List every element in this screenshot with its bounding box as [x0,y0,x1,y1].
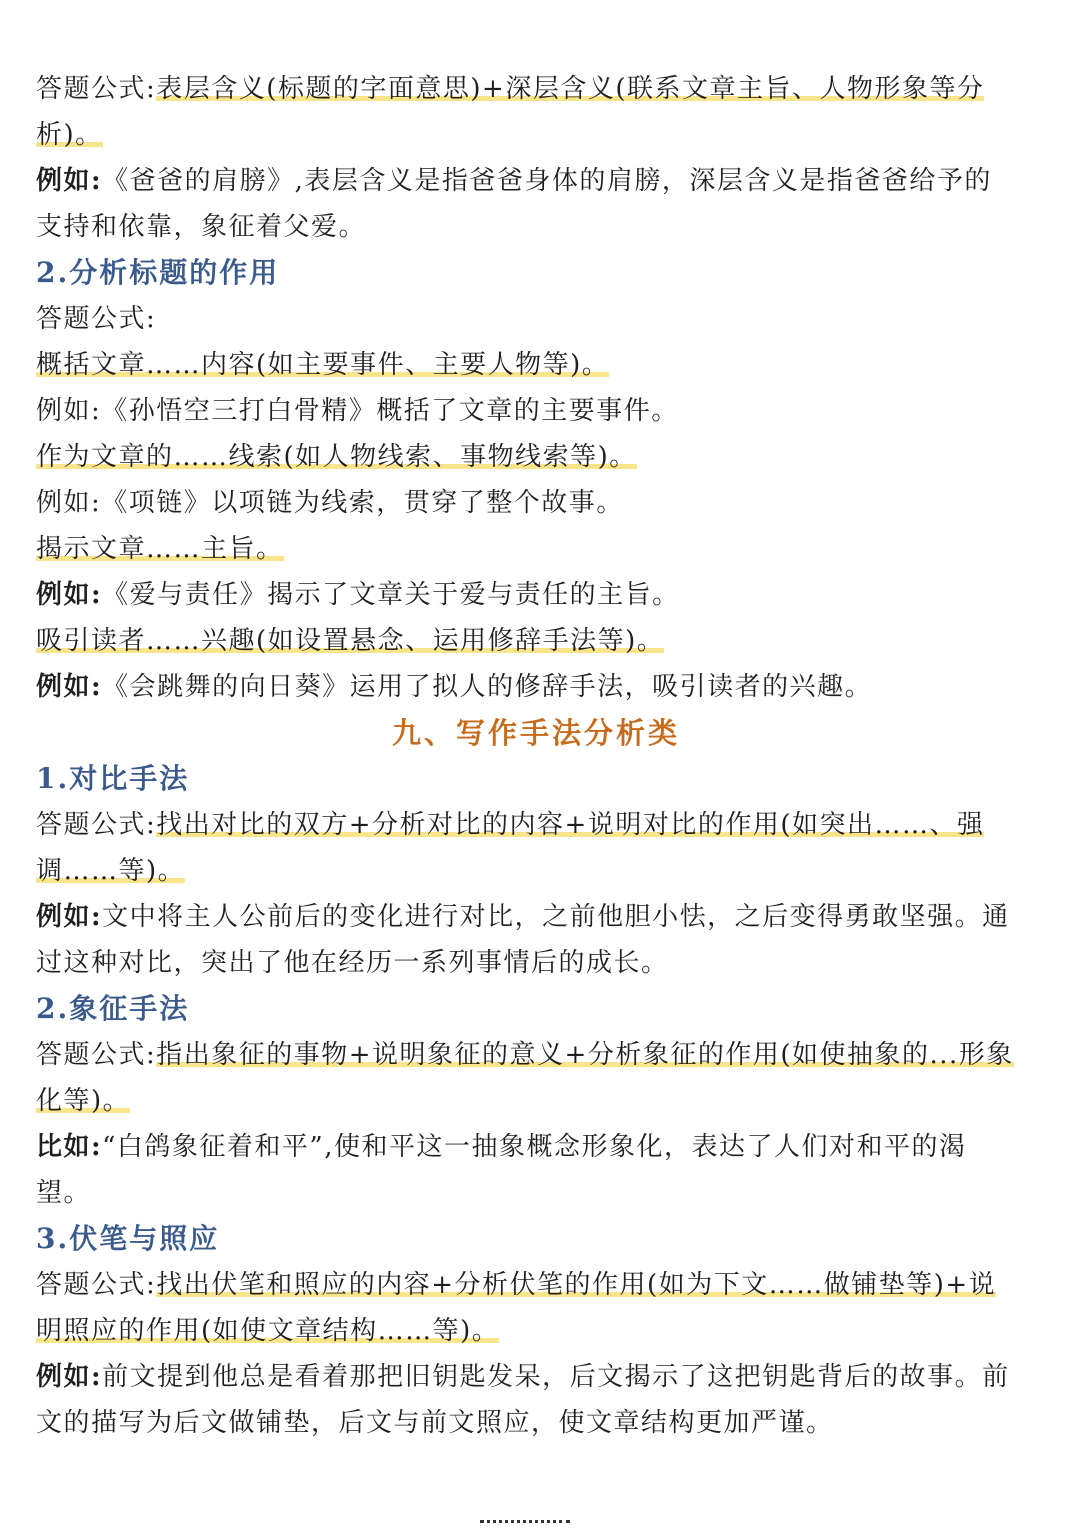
highlighted-text: 找出伏笔和照应的内容+分析伏笔的作用(如为下文……做铺垫等)+说 [156,1270,997,1300]
label: 答题公式: [36,1040,157,1070]
example-line [36,894,1036,940]
formula-line-cont [36,1078,1036,1124]
example-label: 例如: [36,902,103,932]
formula-point [36,342,1036,388]
label: 答题公式: [36,74,157,104]
highlighted-text: 找出对比的双方+分析对比的内容+说明对比的作用(如突出……、强 [156,810,985,840]
example-label: 例如: [36,580,103,610]
label: 答题公式: [36,1270,157,1300]
highlighted-text: 化等)。 [36,1086,131,1116]
page-footer-dots [480,1520,570,1533]
example-label: 比如: [36,1132,103,1162]
example-label: 例如: [36,1362,103,1392]
formula-point [36,526,1036,572]
example-line-cont [36,1400,1036,1446]
formula-point [36,618,1036,664]
example-line [36,388,1036,434]
example-text: “白鸽象征着和平”,使和平这一抽象概念形象化，表达了人们对和平的渴 [102,1132,967,1162]
example-label: 例如: [36,166,103,196]
example-text: 望。 [36,1178,92,1208]
example-line [36,572,1036,618]
section-title: 九、写作手法分析类 [391,716,680,750]
example-text: 过这种对比，突出了他在经历一系列事情后的成长。 [36,948,669,978]
highlighted-text: 吸引读者……兴趣(如设置悬念、运用修辞手法等)。 [36,626,665,656]
formula-line [36,802,1036,848]
example-line-cont [36,204,1036,250]
highlighted-text: 揭示文章……主旨。 [36,534,284,564]
formula-line-cont [36,1308,1036,1354]
example-line [36,480,1036,526]
formula-line-cont [36,848,1036,894]
formula-label: 答题公式: [36,304,157,334]
example-line [36,664,1036,710]
formula-point [36,434,1036,480]
example-line [36,1124,1036,1170]
highlighted-text: 作为文章的……线索(如人物线索、事物线索等)。 [36,442,637,472]
example-line [36,158,1036,204]
example-text: 文中将主人公前后的变化进行对比，之前他胆小怯，之后变得勇敢坚强。通 [102,902,1010,932]
highlighted-text: 指出象征的事物+说明象征的意义+分析象征的作用(如使抽象的...形象 [156,1040,1014,1070]
example-line-cont [36,940,1036,986]
example-text: 前文提到他总是看着那把旧钥匙发呆，后文揭示了这把钥匙背后的故事。前 [102,1362,1010,1392]
formula-line [36,66,1036,112]
label: 答题公式: [36,810,157,840]
example-text: 文的描写为后文做铺垫，后文与前文照应，使文章结构更加严谨。 [36,1408,834,1438]
subheading: 3.伏笔与照应 [36,1222,220,1255]
formula-label-line [36,296,1036,342]
highlighted-text: 概括文章……内容(如主要事件、主要人物等)。 [36,350,610,380]
example-text: 《会跳舞的向日葵》运用了拟人的修辞手法，吸引读者的兴趣。 [102,672,873,702]
example-text: 支持和依靠，象征着父爱。 [36,212,367,242]
example-text: 《爱与责任》揭示了文章关于爱与责任的主旨。 [102,580,680,610]
example-line [36,1354,1036,1400]
example-label: 例如: [36,672,103,702]
subheading: 2.分析标题的作用 [36,256,280,289]
formula-line [36,1032,1036,1078]
highlighted-text: 表层含义(标题的字面意思)+深层含义(联系文章主旨、人物形象等分 [156,74,985,104]
formula-line [36,1262,1036,1308]
example-line-cont [36,1170,1036,1216]
example-text: 例如:《项链》以项链为线索，贯穿了整个故事。 [36,488,624,518]
example-text: 《爸爸的肩膀》,表层含义是指爸爸身体的肩膀，深层含义是指爸爸给予的 [102,166,992,196]
formula-line-cont [36,112,1036,158]
example-text: 例如:《孙悟空三打白骨精》概括了文章的主要事件。 [36,396,679,426]
highlighted-text: 明照应的作用(如使文章结构……等)。 [36,1316,500,1346]
document-page [36,66,1036,1446]
subheading: 2.象征手法 [36,992,190,1025]
highlighted-text: 析)。 [36,120,103,150]
subheading: 1.对比手法 [36,762,190,795]
highlighted-text: 调……等)。 [36,856,186,886]
